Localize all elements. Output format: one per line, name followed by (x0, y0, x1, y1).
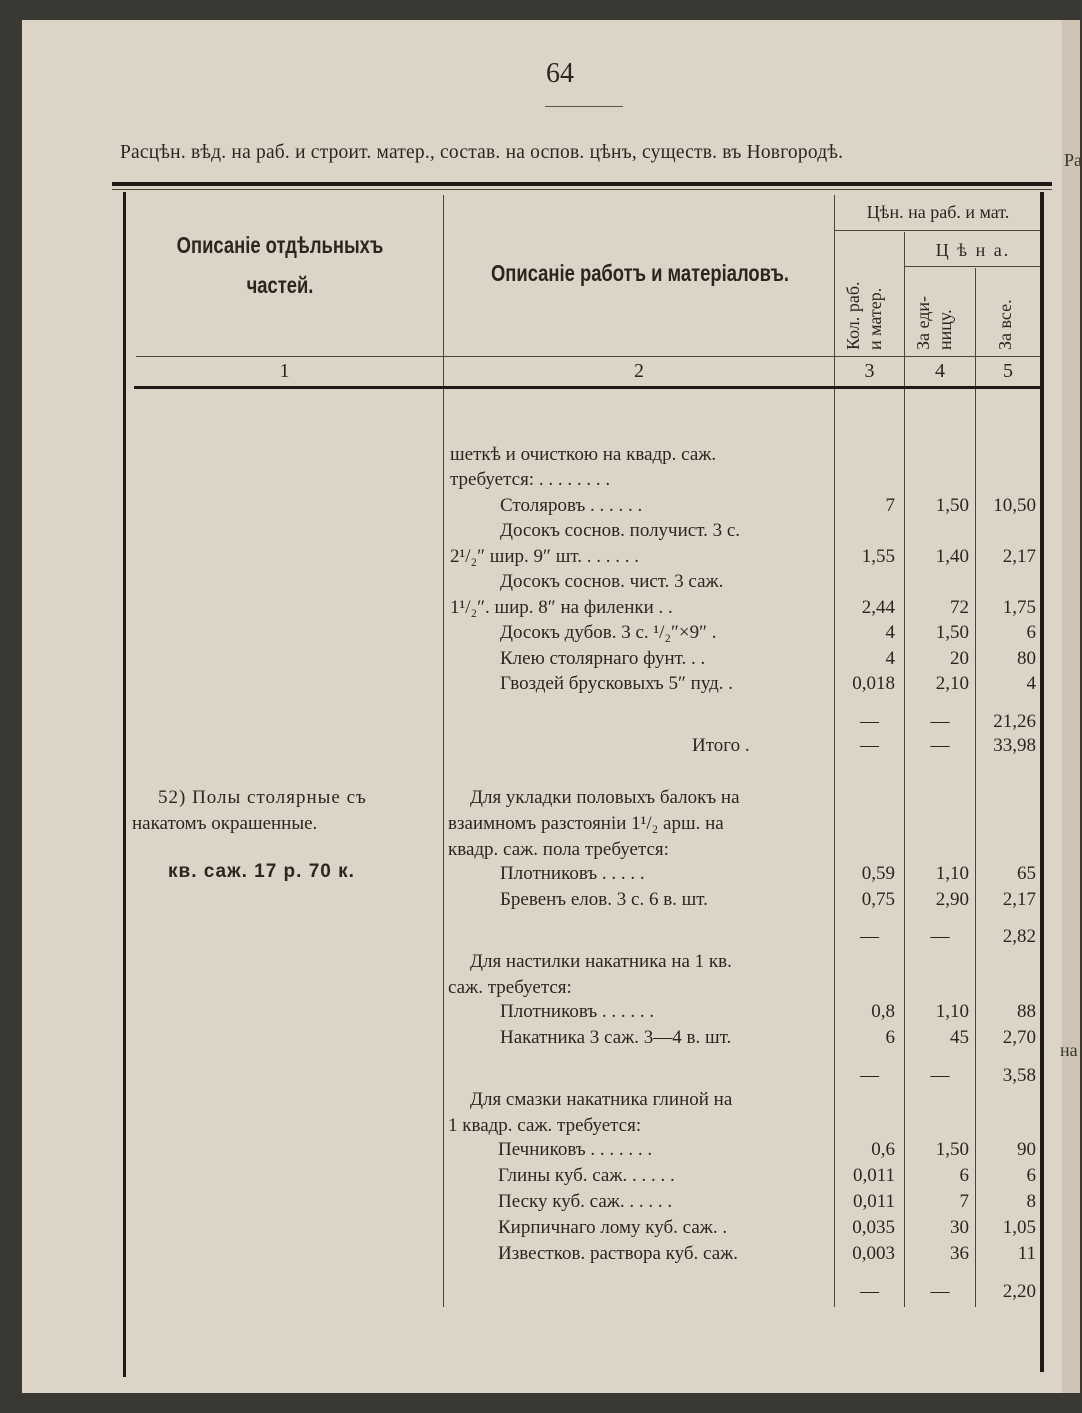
col3-title-line1: Кол. раб. (843, 281, 863, 350)
section4-intro-line: Для смазки накатника глиной на (470, 1089, 733, 1110)
col4-title (912, 272, 962, 350)
row-qty: 7 (885, 495, 895, 516)
section4-subtotal-qty: — (860, 1281, 879, 1302)
header-rule (136, 356, 1040, 357)
row-description: Плотниковъ . . . . . . (500, 1001, 655, 1022)
section4-subtotal-total: 2,20 (1002, 1281, 1036, 1302)
group-rule (835, 230, 1040, 231)
section2-subtotal-qty: — (860, 926, 879, 947)
row-total: 10,50 (993, 495, 1036, 516)
row-qty: 0,018 (852, 673, 895, 694)
row-unit-price: 2,10 (935, 673, 969, 694)
row-description: Досокъ дубов. 3 с. ¹/₂″×9″ . (500, 622, 717, 643)
row-description: Досокъ соснов. чист. 3 саж. (500, 571, 724, 592)
row-total: 90 (1017, 1139, 1036, 1160)
col-number-2: 2 (634, 360, 644, 382)
row-description: Известков. раствора куб. саж. (498, 1243, 739, 1264)
edge-text-bottom: на (1060, 1040, 1078, 1060)
col4-title-line1: За еди- (913, 295, 933, 350)
row-qty: 0,003 (852, 1243, 895, 1264)
itogo-total: 33,98 (993, 735, 1036, 756)
row-description: Накатника 3 саж. 3—4 в. шт. (500, 1027, 732, 1048)
row-total: 1,75 (1002, 597, 1036, 618)
next-page-edge (1062, 20, 1080, 1393)
row-unit-price: 1,50 (935, 1139, 969, 1160)
row-total: 1,05 (1002, 1217, 1036, 1238)
price-rule (905, 266, 1040, 267)
price-title: Ц ѣ н а. (935, 240, 1011, 260)
row-unit-price: 45 (950, 1027, 969, 1048)
row-total: 65 (1017, 863, 1036, 884)
section1-subtotal-total: 21,26 (993, 711, 1036, 732)
col1-title (144, 225, 416, 305)
row-description: Плотниковъ . . . . . (500, 863, 645, 884)
col-number-5: 5 (1003, 360, 1013, 382)
row-total: 88 (1017, 1001, 1036, 1022)
section2-subtotal-unit: — (930, 926, 950, 947)
row-qty: 0,035 (852, 1217, 895, 1238)
section4-intro-line: 1 квадр. саж. требуется: (448, 1115, 642, 1136)
row-total: 2,70 (1002, 1027, 1036, 1048)
section2-subtotal-total: 2,82 (1002, 926, 1036, 947)
col-number-4: 4 (935, 360, 945, 382)
col1-title-line1: Описаніе отдѣльныхъ (176, 232, 384, 258)
item52-price: кв. саж. 17 р. 70 к. (168, 861, 355, 882)
col3-title-line2: и матер. (865, 287, 885, 350)
section3-subtotal-qty: — (860, 1065, 879, 1086)
row-qty: 0,75 (861, 889, 895, 910)
table-right-border (1040, 192, 1044, 1372)
row-unit-price: 36 (950, 1243, 969, 1264)
page-number: 64 (546, 58, 574, 89)
itogo-unit: — (930, 735, 950, 756)
itogo-qty: — (860, 735, 879, 756)
row-description: Печниковъ . . . . . . . (498, 1139, 653, 1160)
section2-intro-line: взаимномъ разстояніи 1¹/₂ арш. на (448, 813, 724, 834)
row-qty: 0,011 (852, 1165, 895, 1186)
section2-intro-line: Для укладки половыхъ балокъ на (470, 787, 740, 808)
header-bottom-rule (134, 386, 1040, 389)
row-unit-price: 20 (950, 648, 969, 669)
itogo-label: Итого . (692, 735, 750, 756)
row-total: 2,17 (1002, 889, 1036, 910)
row-unit-price: 72 (950, 597, 969, 618)
row-unit-price: 1,50 (935, 622, 969, 643)
row-unit-price: 6 (959, 1165, 969, 1186)
row-total: 6 (1026, 1165, 1036, 1186)
row-qty: 1,55 (861, 546, 895, 567)
row-qty: 4 (885, 648, 895, 669)
row-total: 11 (1017, 1243, 1036, 1264)
edge-text-top: Ра (1064, 150, 1082, 170)
col4-title-line2: ницу. (935, 309, 955, 350)
col2-title: Описаніе работъ и матеріаловъ. (490, 260, 790, 286)
row-unit-price: 1,50 (935, 495, 969, 516)
row-unit-price: 30 (950, 1217, 969, 1238)
row-total: 4 (1026, 673, 1036, 694)
row-description: Глины куб. саж. . . . . . (498, 1165, 675, 1186)
row-unit-price: 1,10 (935, 863, 969, 884)
row-unit-price: 2,90 (935, 889, 969, 910)
row-description: Клею столярнаго фунт. . . (500, 648, 706, 669)
row-description: Кирпичнаго лому куб. саж. . (498, 1217, 728, 1238)
row-description: Гвоздей брусковыхъ 5″ пуд. . (500, 673, 734, 694)
item52-title-line1: 52) Полы столярные съ (158, 787, 367, 808)
group-title: Цѣн. на раб. и мат. (866, 202, 1010, 222)
row-qty: 0,6 (871, 1139, 895, 1160)
row-description: Столяровъ . . . . . . (500, 495, 643, 516)
row-qty: 0,8 (871, 1001, 895, 1022)
row-total: 6 (1026, 622, 1036, 643)
section3-intro-line: Для настилки накатника на 1 кв. (470, 951, 732, 972)
section1-subtotal-qty: — (860, 711, 879, 732)
row-qty: 2,44 (861, 597, 895, 618)
section1-subtotal-unit: — (930, 711, 950, 732)
section2-intro-line: квадр. саж. пола требуется: (448, 839, 669, 860)
row-total: 2,17 (1002, 546, 1036, 567)
row-unit-price: 1,40 (935, 546, 969, 567)
running-header: Расцѣн. вѣд. на раб. и строит. матер., состав. на оспов. цѣнъ, существ. въ Новгородѣ. (120, 142, 844, 163)
table-top-rule (112, 182, 1052, 186)
row-qty: 0,59 (861, 863, 895, 884)
col-number-3: 3 (864, 360, 875, 382)
row-description: требуется: . . . . . . . . (450, 469, 611, 490)
row-qty: 6 (885, 1027, 895, 1048)
col3-title (842, 238, 892, 350)
row-unit-price: 1,10 (935, 1001, 969, 1022)
row-unit-price: 7 (959, 1191, 969, 1212)
section3-subtotal-unit: — (930, 1065, 950, 1086)
row-description: 2¹/₂″ шир. 9″ шт. . . . . . . (450, 546, 639, 567)
row-description: шеткѣ и очисткою на квадр. саж. (450, 444, 717, 465)
section3-intro-line: саж. требуется: (448, 977, 572, 998)
section4-subtotal-unit: — (930, 1281, 950, 1302)
row-total: 80 (1017, 648, 1036, 669)
col-number-1: 1 (279, 360, 290, 382)
row-description: Досокъ соснов. получист. 3 с. (500, 520, 741, 541)
page-number-rule (545, 106, 623, 107)
col1-title-line2: частей. (246, 272, 314, 298)
row-qty: 4 (885, 622, 895, 643)
row-description: Песку куб. саж. . . . . . (498, 1191, 673, 1212)
row-description: Бревенъ елов. 3 с. 6 в. шт. (500, 889, 708, 910)
row-description: 1¹/₂″. шир. 8″ на филенки . . (450, 597, 673, 618)
item52-title-line2: накатомъ окрашенные. (132, 813, 318, 834)
section3-subtotal-total: 3,58 (1002, 1065, 1036, 1086)
col5-title: За все. (995, 299, 1015, 350)
row-qty: 0,011 (852, 1191, 895, 1212)
table-top-rule-thin (112, 189, 1052, 190)
row-total: 8 (1026, 1191, 1036, 1212)
